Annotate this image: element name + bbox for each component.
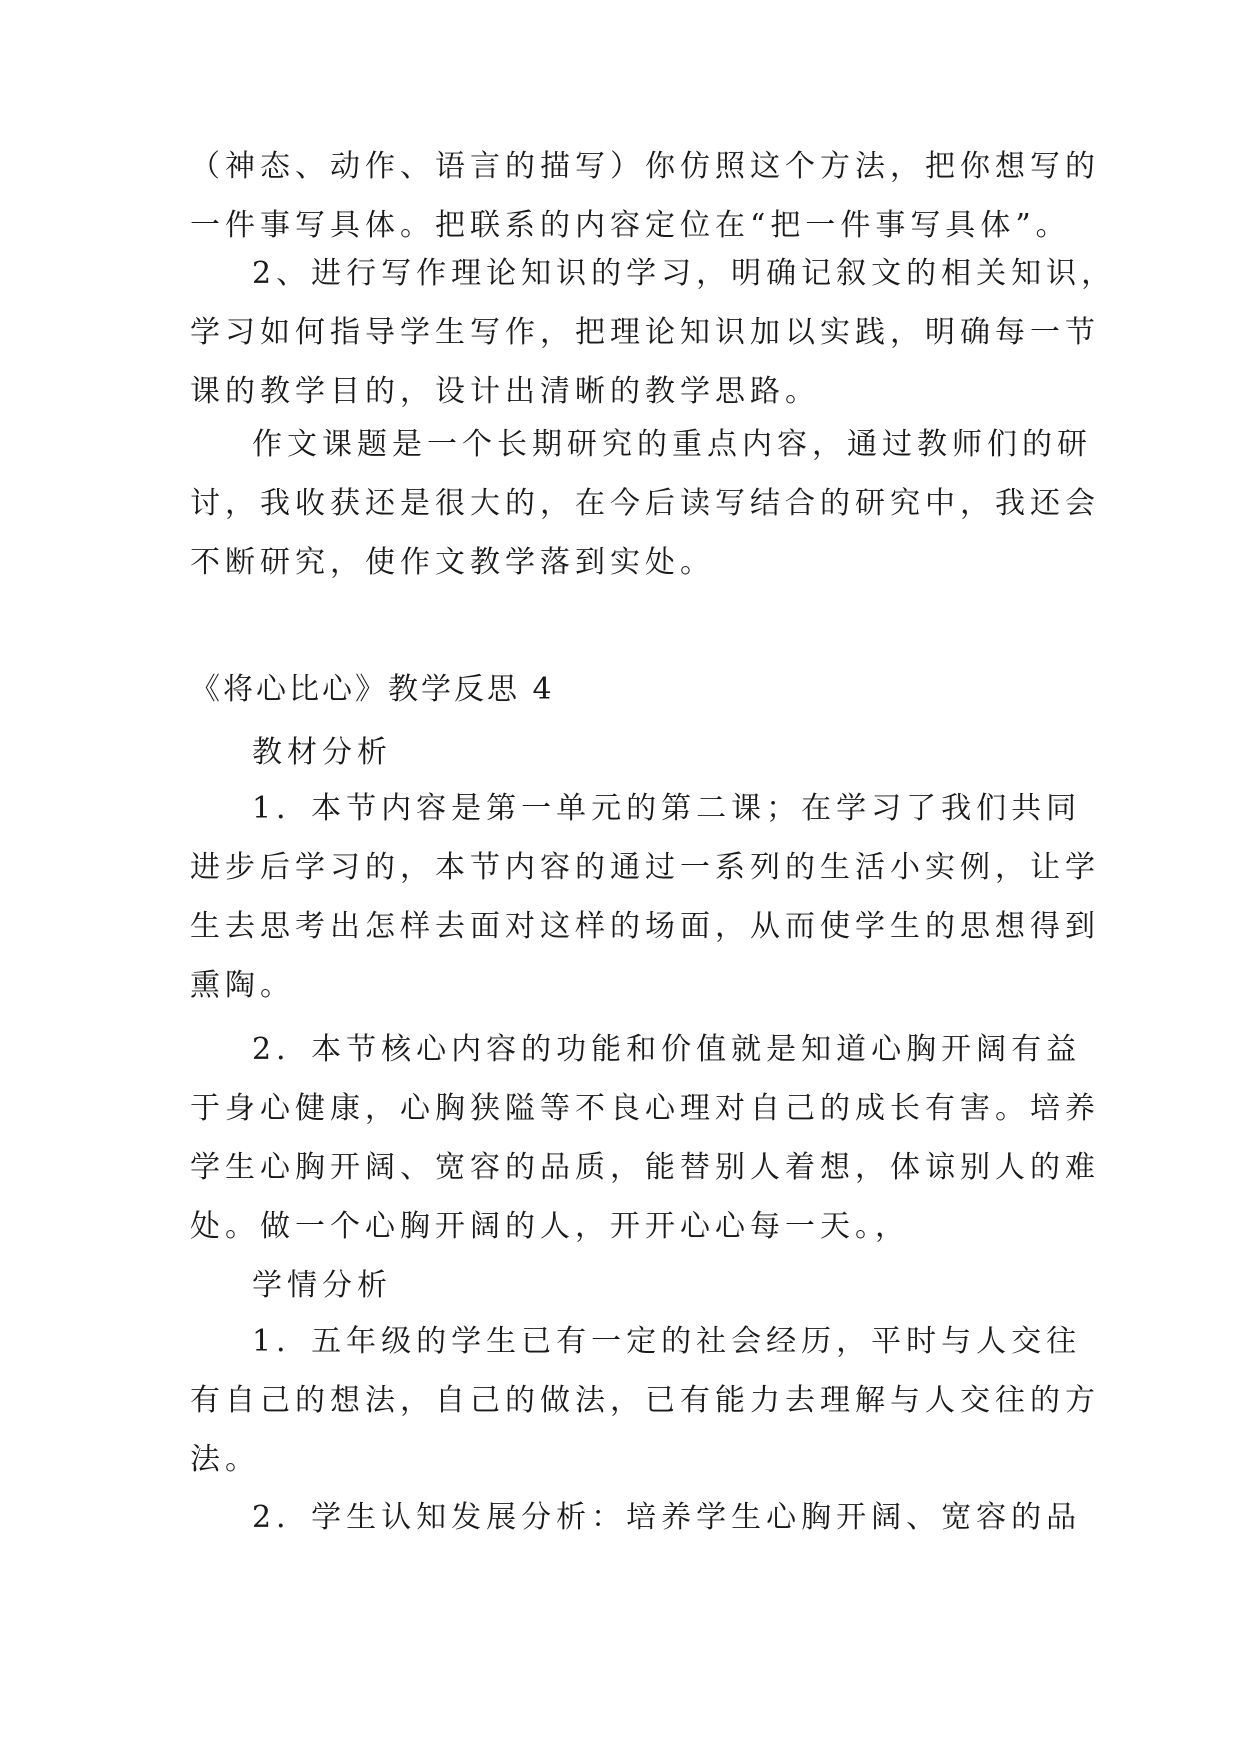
text-line: 于身心健康，心胸狭隘等不良心理对自己的成长有害。培养 xyxy=(190,1091,1100,1126)
text-line: 学情分析 xyxy=(252,1268,392,1303)
subheading-textbook-analysis xyxy=(190,723,1060,782)
text-line: 讨，我收获还是很大的，在今后读写结合的研究中，我还会 xyxy=(190,486,1100,521)
text-line: 有自己的想法，自己的做法，已有能力去理解与人交往的方 xyxy=(190,1383,1100,1418)
text-line: 课的教学目的，设计出清晰的教学思路。 xyxy=(190,374,820,409)
subheading-student-analysis xyxy=(190,1256,1060,1315)
text-line: 一件事写具体。把联系的内容定位在“把一件事写具体”。 xyxy=(190,208,1071,243)
text-line: 不断研究，使作文教学落到实处。 xyxy=(190,545,715,580)
paragraph-student-point-2 xyxy=(190,1488,1082,1547)
text-line: 生去思考出怎样去面对这样的场面，从而使学生的思想得到 xyxy=(190,909,1100,944)
text-line: 2．学生认知发展分析：培养学生心胸开阔、宽容的品 xyxy=(252,1500,1082,1535)
text-line: （神态、动作、语言的描写）你仿照这个方法，把你想写的 xyxy=(190,149,1100,184)
text-line: 教材分析 xyxy=(252,735,392,770)
paragraph-theory-study xyxy=(190,244,1117,421)
section-title: 《将心比心》教学反思 4 xyxy=(190,672,555,707)
text-line: 熏陶。 xyxy=(190,968,295,1003)
text-line: 法。 xyxy=(190,1442,260,1477)
text-line: 进步后学习的，本节内容的通过一系列的生活小实例，让学 xyxy=(190,850,1100,885)
paragraph-student-point-1 xyxy=(190,1312,1100,1489)
paragraph-textbook-point-2 xyxy=(190,1020,1100,1256)
text-line: 学生心胸开阔、宽容的品质，能替别人着想，体谅别人的难 xyxy=(190,1150,1100,1185)
text-line: 2．本节核心内容的功能和价值就是知道心胸开阔有益 xyxy=(252,1032,1082,1067)
paragraph-writing-method xyxy=(190,137,1100,255)
text-line: 1．本节内容是第一单元的第二课；在学习了我们共同 xyxy=(252,791,1082,826)
text-line: 1．五年级的学生已有一定的社会经历，平时与人交往 xyxy=(252,1324,1082,1359)
text-line: 学习如何指导学生写作，把理论知识加以实践，明确每一节 xyxy=(190,315,1100,350)
paragraph-textbook-point-1 xyxy=(190,779,1100,1015)
text-line: 2、进行写作理论知识的学习，明确记叙文的相关知识， xyxy=(252,256,1117,291)
paragraph-composition-topic xyxy=(190,415,1100,592)
text-line: 处。做一个心胸开阔的人，开开心心每一天。， xyxy=(190,1209,910,1244)
text-line: 作文课题是一个长期研究的重点内容，通过教师们的研 xyxy=(252,427,1092,462)
